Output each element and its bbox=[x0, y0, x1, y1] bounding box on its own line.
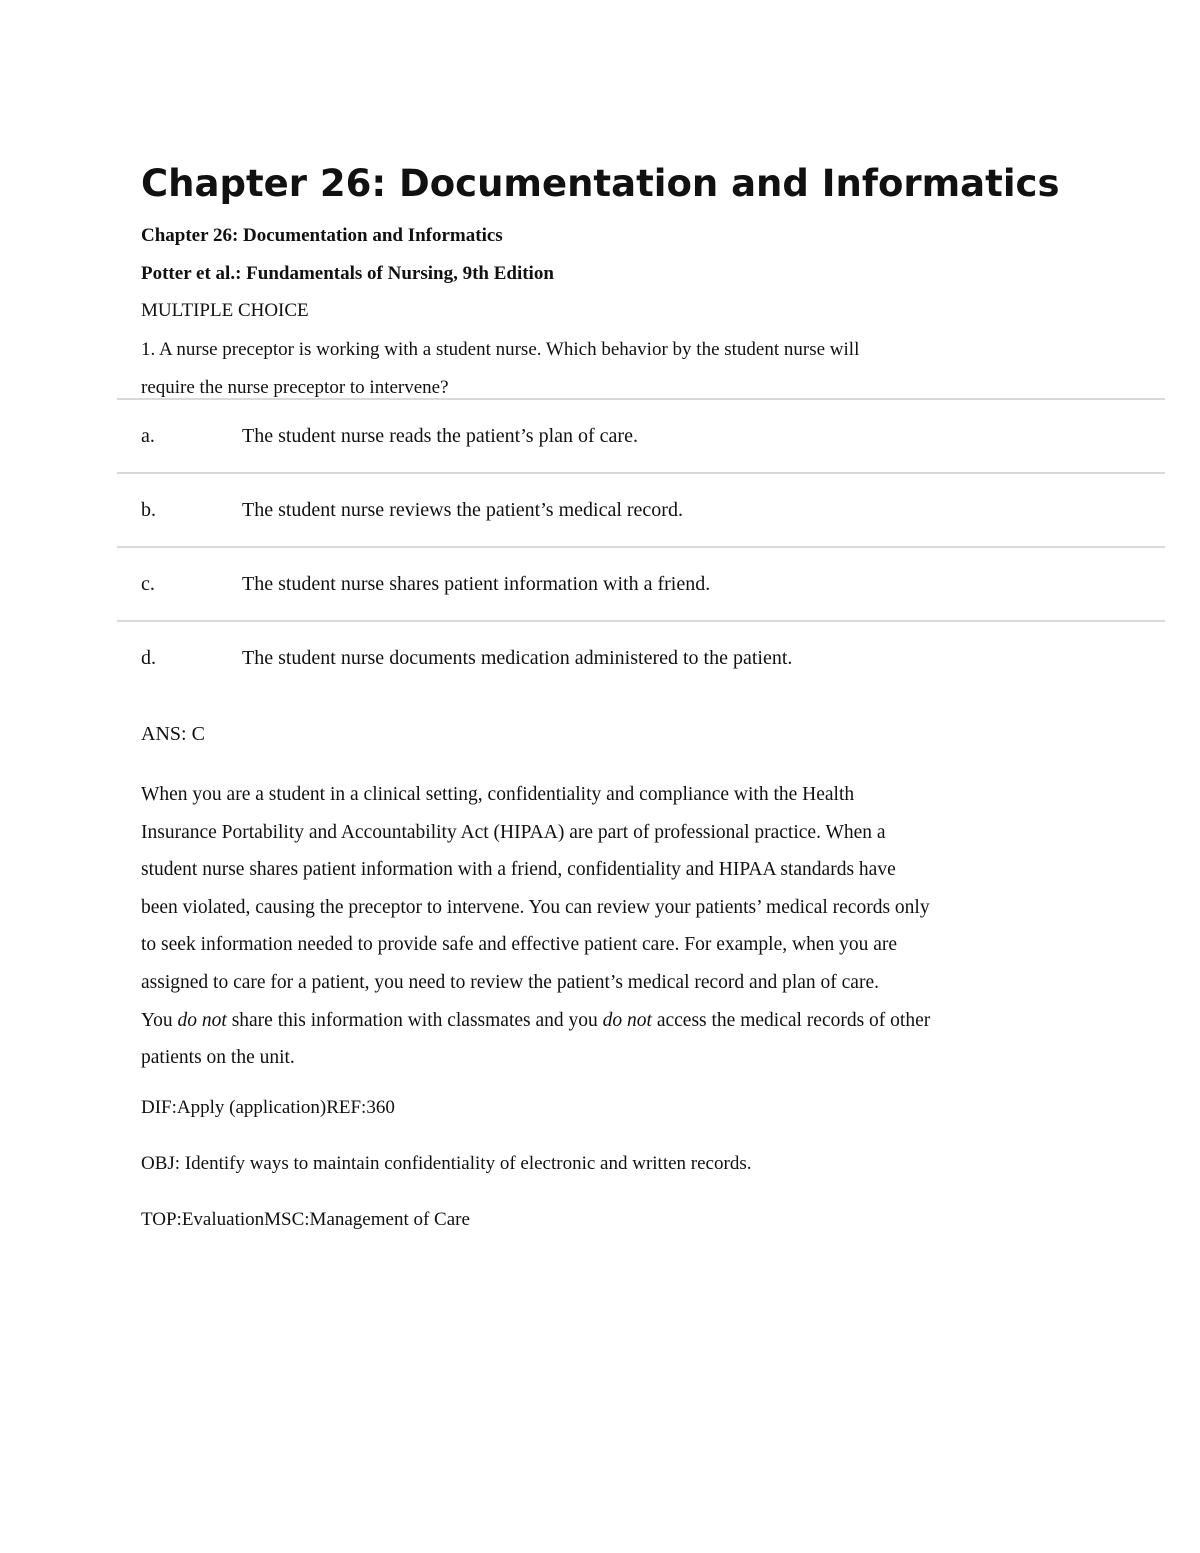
answer-options-table bbox=[117, 398, 1165, 694]
topic-msc: TOP:EvaluationMSC:Management of Care bbox=[141, 1209, 470, 1230]
option-letter: c. bbox=[141, 573, 155, 595]
question-stem-line-2: require the nurse preceptor to intervene? bbox=[141, 377, 449, 398]
answer-key: ANS: C bbox=[141, 723, 205, 745]
chapter-subtitle: Chapter 26: Documentation and Informatics bbox=[141, 225, 503, 246]
difficulty-reference: DIF:Apply (application)REF:360 bbox=[141, 1097, 395, 1118]
rationale-line: When you are a student in a clinical setting, confidentiality and compliance with the Health bbox=[141, 784, 855, 805]
option-letter: d. bbox=[141, 647, 156, 669]
rationale-line: Insurance Portability and Accountability Act (HIPAA) are part of professional practice. When a bbox=[141, 821, 886, 843]
rationale-text: share this information with classmates and you bbox=[226, 1009, 603, 1031]
rationale-line: student nurse shares patient information with a friend, confidentiality and HIPAA standards have bbox=[141, 859, 896, 881]
rationale-line bbox=[141, 1002, 1071, 1040]
option-text: The student nurse documents medication administered to the patient. bbox=[242, 647, 793, 669]
option-text: The student nurse reads the patient’s plan of care. bbox=[242, 425, 638, 447]
objective: OBJ: Identify ways to maintain confidentiality of electronic and written records. bbox=[141, 1153, 752, 1174]
rationale-text: access the medical records of other bbox=[651, 1009, 931, 1031]
option-text: The student nurse shares patient information with a friend. bbox=[242, 573, 711, 595]
option-letter: b. bbox=[141, 499, 156, 521]
question-stem-line-1: 1. A nurse preceptor is working with a student nurse. Which behavior by the student nurse will bbox=[141, 339, 860, 360]
rationale-line: assigned to care for a patient, you need to review the patient’s medical record and plan of care. bbox=[141, 971, 879, 993]
option-row bbox=[117, 620, 1165, 694]
option-row bbox=[117, 472, 1165, 546]
rationale-line: been violated, causing the preceptor to intervene. You can review your patients’ medical records only bbox=[141, 896, 930, 918]
rationale-line: to seek information needed to provide safe and effective patient care. For example, when you are bbox=[141, 934, 898, 956]
rationale-emphasis: do not bbox=[177, 1009, 227, 1031]
section-heading: MULTIPLE CHOICE bbox=[141, 300, 309, 321]
option-row bbox=[117, 398, 1165, 472]
rationale-line: patients on the unit. bbox=[141, 1047, 295, 1069]
book-citation: Potter et al.: Fundamentals of Nursing, 9th Edition bbox=[141, 263, 554, 284]
option-letter: a. bbox=[141, 425, 155, 447]
option-text: The student nurse reviews the patient’s medical record. bbox=[242, 499, 683, 521]
page-title: Chapter 26: Documentation and Informatics bbox=[141, 162, 1060, 205]
rationale-emphasis: do not bbox=[602, 1009, 652, 1031]
option-row bbox=[117, 546, 1165, 620]
rationale-paragraph bbox=[141, 776, 1071, 1077]
rationale-text: You bbox=[141, 1009, 178, 1031]
